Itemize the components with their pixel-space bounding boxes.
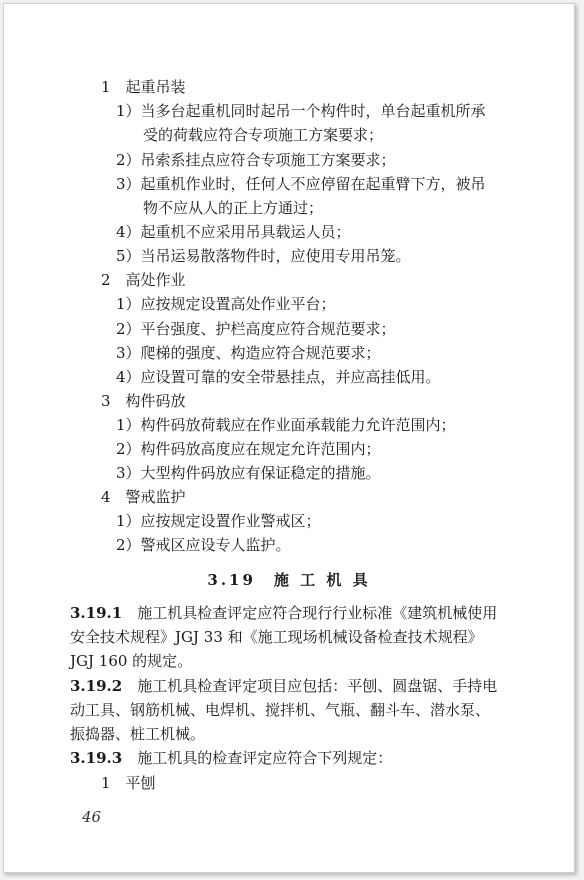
list-item: 5）当吊运易散落物件时，应使用专用吊笼。 <box>116 247 411 265</box>
list-item: 3）大型构件码放应有保证稳定的措施。 <box>116 464 381 482</box>
clause-number: 3.19.1 <box>70 604 123 622</box>
clause-continuation: JGJ 160 的规定。 <box>70 652 193 670</box>
list-item: 3）起重机作业时，任何人不应停留在起重臂下方，被吊 <box>116 175 486 193</box>
clause-continuation: 安全技术规程》JGJ 33 和《施工现场机械设备检查技术规程》 <box>70 628 483 646</box>
list-item-continuation: 受的荷载应符合专项施工方案要求； <box>143 126 384 144</box>
list-item: 1）当多台起重机同时起吊一个构件时，单台起重机所承 <box>116 102 486 120</box>
list-item: 2）吊索系挂点应符合专项施工方案要求； <box>116 151 396 169</box>
page-number: 46 <box>82 808 102 826</box>
clause <box>70 748 392 768</box>
clause-continuation: 振捣器、桩工机械。 <box>70 725 206 743</box>
list-item: 2）警戒区应设专人监护。 <box>116 536 291 554</box>
list-item: 2）平台强度、护栏高度应符合规范要求； <box>116 320 396 338</box>
subsection-heading: 4 警戒监护 <box>101 488 186 506</box>
document-page <box>3 3 575 873</box>
clause-text: 施工机具检查评定项目应包括：平刨、圆盘锯、手持电 <box>137 677 498 695</box>
list-item: 3）爬梯的强度、构造应符合规范要求； <box>116 344 381 362</box>
list-item: 4）起重机不应采用吊具载运人员； <box>116 223 351 241</box>
clause-number: 3.19.3 <box>70 749 123 767</box>
section-title: 3.19 施 工 机 具 <box>207 571 371 589</box>
subsection-heading: 1 起重吊装 <box>101 78 186 96</box>
list-item: 1）应按规定设置作业警戒区； <box>116 512 321 530</box>
subsection-heading: 2 高处作业 <box>101 271 186 289</box>
clause-continuation: 动工具、钢筋机械、电焊机、搅拌机、气瓶、翻斗车、潜水泵、 <box>70 701 491 719</box>
clause-number: 3.19.2 <box>70 677 123 695</box>
list-item: 2）构件码放高度应在规定允许范围内； <box>116 440 381 458</box>
list-item: 1）应按规定设置高处作业平台； <box>116 295 336 313</box>
subsection-heading: 1 平刨 <box>101 774 156 792</box>
clause <box>70 603 497 623</box>
list-item-continuation: 物不应从人的正上方通过； <box>143 199 324 217</box>
clause-text: 施工机具检查评定应符合现行行业标准《建筑机械使用 <box>137 604 498 622</box>
clause <box>70 676 497 696</box>
list-item: 1）构件码放荷载应在作业面承载能力允许范围内； <box>116 416 456 434</box>
clause-text: 施工机具的检查评定应符合下列规定： <box>137 749 393 767</box>
subsection-heading: 3 构件码放 <box>101 392 186 410</box>
list-item: 4）应设置可靠的安全带悬挂点，并应高挂低用。 <box>116 368 441 386</box>
